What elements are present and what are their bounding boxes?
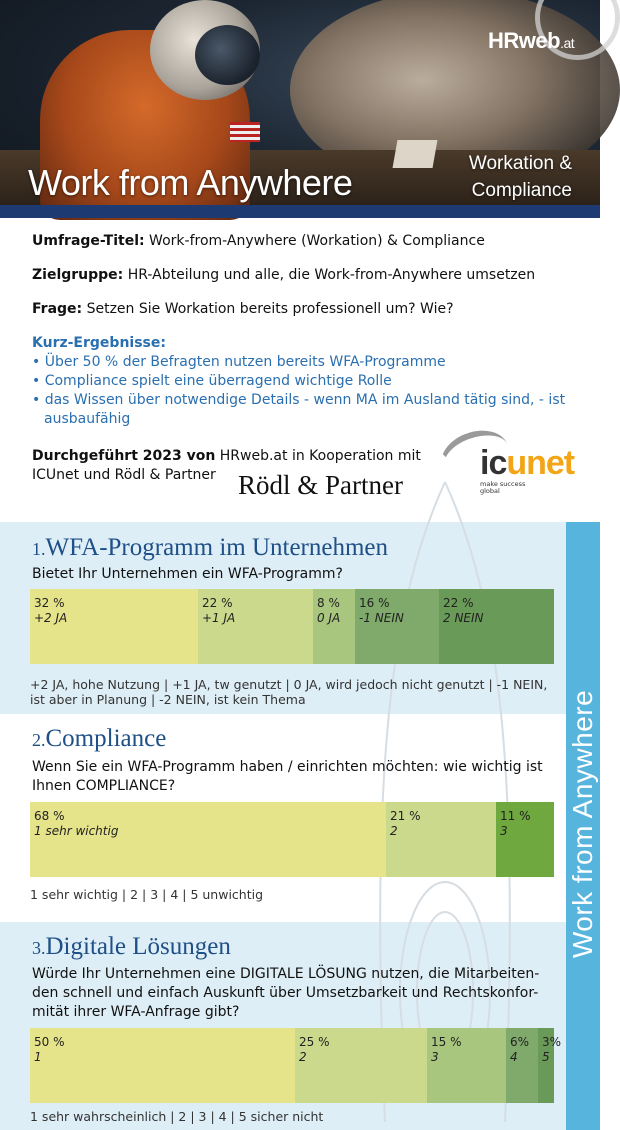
- chart-category-label: 3: [431, 1050, 439, 1064]
- helmet-visor-illustration: [195, 25, 260, 85]
- chart-value-label: 8 %: [317, 596, 340, 610]
- icunet-logo: icunet make success global: [440, 430, 580, 500]
- chart-bar-segment: [30, 589, 198, 664]
- chart-category-label: 3: [500, 824, 508, 838]
- result-item: • das Wissen über notwendige Details - wenn MA im Ausland tätig sind, - ist ausbaufähig: [32, 391, 572, 429]
- chart-category-label: 1 sehr wichtig: [34, 824, 119, 838]
- chart-value-label: 15 %: [431, 1035, 462, 1049]
- chart-bar-segment: [538, 1028, 562, 1103]
- question-1-text: Bietet Ihr Unternehmen ein WFA-Programm?: [32, 566, 343, 582]
- chart-bar-segment: [386, 802, 496, 877]
- chart-category-label: -1 NEIN: [359, 611, 404, 625]
- question-3-chart: [30, 1028, 562, 1103]
- header-banner: [0, 0, 600, 218]
- question-3-text: Würde Ihr Unternehmen eine DIGITALE LÖSUNG nutzen, die Mitarbeiten-den schnell und einfach Auskunft über Umsetzbarkeit und Rechtskonfor-mität ihrer WFA-Anfrage gibt?: [32, 966, 540, 1020]
- survey-title-line: Umfrage-Titel: Work-from-Anywhere (Workation) & Compliance: [32, 233, 485, 249]
- chart-value-label: 22 %: [202, 596, 233, 610]
- chart-value-label: 11 %: [500, 809, 531, 823]
- chart-category-label: 0 JA: [317, 611, 341, 625]
- chart-category-label: 1: [34, 1050, 42, 1064]
- question-3-title: 3.Digitale Lösungen: [32, 933, 231, 960]
- result-item: • Über 50 % der Befragten nutzen bereits WFA-Programme: [32, 353, 572, 372]
- question-2-chart: [30, 802, 554, 877]
- flag-patch-icon: [230, 122, 260, 142]
- chart-value-label: 25 %: [299, 1035, 330, 1049]
- question-line: Frage: Setzen Sie Workation bereits professionell um? Wie?: [32, 301, 454, 317]
- question-1-title: 1.WFA-Programm im Unternehmen: [32, 534, 389, 561]
- chart-value-label: 32 %: [34, 596, 65, 610]
- chart-category-label: +2 JA: [34, 611, 68, 625]
- chart-category-label: +1 JA: [202, 611, 236, 625]
- chart-bar-segment: [30, 1028, 295, 1103]
- chart-value-label: 21 %: [390, 809, 421, 823]
- chart-value-label: 16 %: [359, 596, 390, 610]
- question-2-text: Wenn Sie ein WFA-Programm haben / einrichten möchten: wie wichtig ist Ihnen COMPLIANCE?: [32, 759, 543, 794]
- results-list: [32, 353, 572, 429]
- results-heading: Kurz-Ergebnisse:: [32, 335, 166, 351]
- question-1-chart: [30, 589, 554, 664]
- chart-value-label: 22 %: [443, 596, 474, 610]
- question-2-legend: 1 sehr wichtig | 2 | 3 | 4 | 5 unwichtig: [30, 887, 264, 902]
- chart-bar-segment: [506, 1028, 538, 1103]
- header-divider: [0, 205, 600, 218]
- chart-category-label: 2 NEIN: [443, 611, 484, 625]
- hrweb-logo: HRweb.at: [488, 28, 575, 53]
- result-item: • Compliance spielt eine überragend wichtige Rolle: [32, 372, 572, 391]
- chart-value-label: 3%: [542, 1035, 562, 1049]
- chart-category-label: 4: [510, 1050, 518, 1064]
- chart-bar-segment: [30, 802, 386, 877]
- chart-bar-segment: [295, 1028, 427, 1103]
- page-subtitle: Workation & Compliance: [468, 153, 572, 201]
- sidebar-title: Work from Anywhere: [567, 689, 598, 959]
- roedl-partner-logo: Rödl & Partner: [238, 470, 403, 500]
- chart-bar-segment: [355, 589, 439, 664]
- chart-bar-segment: [427, 1028, 506, 1103]
- conducted-by: Durchgeführt 2023 von HRweb.at in Kooperation mit ICUnet und Rödl & Partner: [32, 448, 421, 483]
- paper-illustration: [393, 140, 438, 168]
- chart-bar-segment: [313, 589, 355, 664]
- icunet-tagline: make success global: [480, 480, 526, 495]
- chart-category-label: 2: [299, 1050, 307, 1064]
- chart-category-label: 5: [542, 1050, 550, 1064]
- question-2-title: 2.Compliance: [32, 725, 167, 752]
- question-1-legend: +2 JA, hohe Nutzung | +1 JA, tw genutzt | 0 JA, wird jedoch nicht genutzt | -1 NEIN, ist aber in Planung | -2 NEIN, ist kein Thema: [30, 677, 548, 707]
- target-group-line: Zielgruppe: HR-Abteilung und alle, die Work-from-Anywhere umsetzen: [32, 267, 536, 283]
- chart-value-label: 68 %: [34, 809, 65, 823]
- chart-bar-segment: [198, 589, 313, 664]
- question-3-legend: 1 sehr wahrscheinlich | 2 | 3 | 4 | 5 sicher nicht: [30, 1109, 324, 1124]
- chart-value-label: 50 %: [34, 1035, 65, 1049]
- survey-section: [0, 522, 600, 1130]
- chart-bar-segment: [439, 589, 554, 664]
- survey-intro: [32, 232, 572, 429]
- page-title: Work from Anywhere: [28, 162, 353, 203]
- chart-bar-segment: [496, 802, 554, 877]
- chart-category-label: 2: [390, 824, 398, 838]
- chart-value-label: 6%: [510, 1035, 530, 1049]
